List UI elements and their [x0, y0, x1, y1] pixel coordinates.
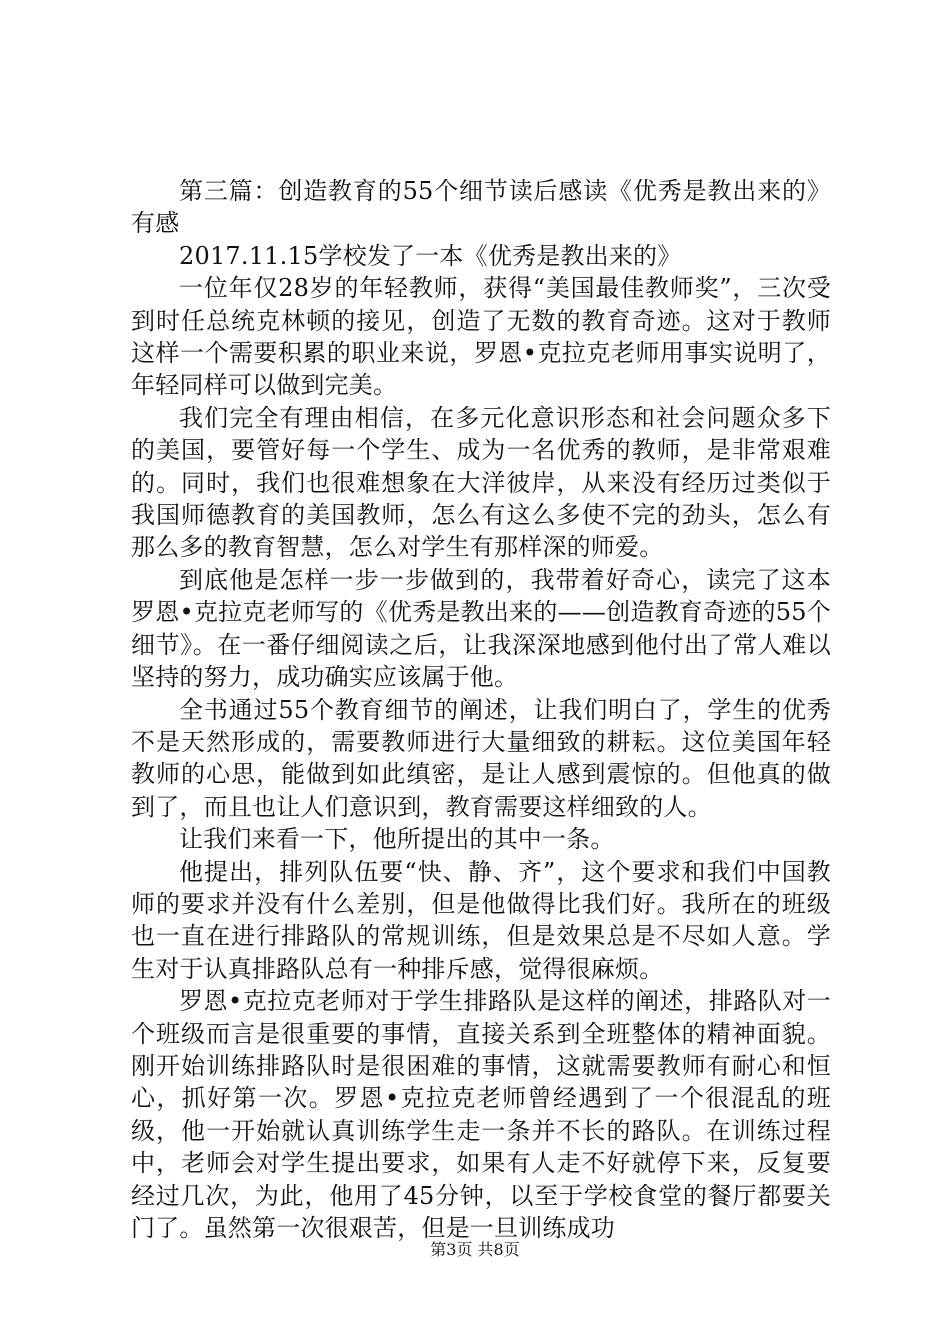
document-title: 第三篇：创造教育的55个细节读后感读《优秀是教出来的》有感	[131, 177, 831, 238]
paragraph: 一位年仅28岁的年轻教师，获得“美国最佳教师奖”，三次受到时任总统克林顿的接见，创造了无数的教育奇迹。这对于教师这样一个需要积累的职业来说，罗恩•克拉克老师用事实说明了，年轻同样可以做到完美。	[131, 274, 831, 400]
paragraph: 让我们来看一下，他所提出的其中一条。	[179, 825, 615, 854]
document-body	[131, 175, 831, 1244]
paragraph: 全书通过55个教育细节的阐述，让我们明白了，学生的优秀不是天然形成的，需要教师进行大量细致的耕耘。这位美国年轻教师的心思，能做到如此缜密，是让人感到震惊的。但他真的做到了，而且也让人们意识到，教育需要这样细致的人。	[131, 695, 831, 821]
paragraph: 我们完全有理由相信，在多元化意识形态和社会问题众多下的美国，要管好每一个学生、成为一名优秀的教师，是非常艰难的。同时，我们也很难想象在大洋彼岸，从来没有经历过类似于我国师德教育的美国教师，怎么有这么多使不完的劲头，怎么有那么多的教育智慧，怎么对学生有那样深的师爱。	[131, 403, 831, 562]
paragraph: 2017.11.15学校发了一本《优秀是教出来的》	[179, 241, 682, 270]
paragraph: 罗恩•克拉克老师对于学生排路队是这样的阐述，排路队对一个班级而言是很重要的事情，直接关系到全班整体的精神面貌。刚开始训练排路队时是很困难的事情，这就需要教师有耐心和恒心，抓好第一次。罗恩•克拉克老师曾经遇到了一个很混乱的班级，他一开始就认真训练学生走一条并不长的路队。在训练过程中，老师会对学生提出要求，如果有人走不好就停下来，反复要经过几次，为此，他用了45分钟，以至于学校食堂的餐厅都要关门了。虽然第一次很艰苦，但是一旦训练成功	[131, 987, 831, 1242]
page-number-footer: 第3页 共8页	[430, 1240, 520, 1259]
paragraph: 到底他是怎样一步一步做到的，我带着好奇心，读完了这本罗恩•克拉克老师写的《优秀是教出来的——创造教育奇迹的55个细节》。在一番仔细阅读之后，让我深深地感到他付出了常人难以坚持的努力，成功确实应该属于他。	[131, 565, 831, 692]
paragraph: 他提出，排列队伍要“快、静、齐”，这个要求和我们中国教师的要求并没有什么差别，但是他做得比我们好。我所在的班级也一直在进行排路队的常规训练，但是效果总是不尽如人意。学生对于认真排路队总有一种排斥感，觉得很麻烦。	[131, 857, 831, 983]
